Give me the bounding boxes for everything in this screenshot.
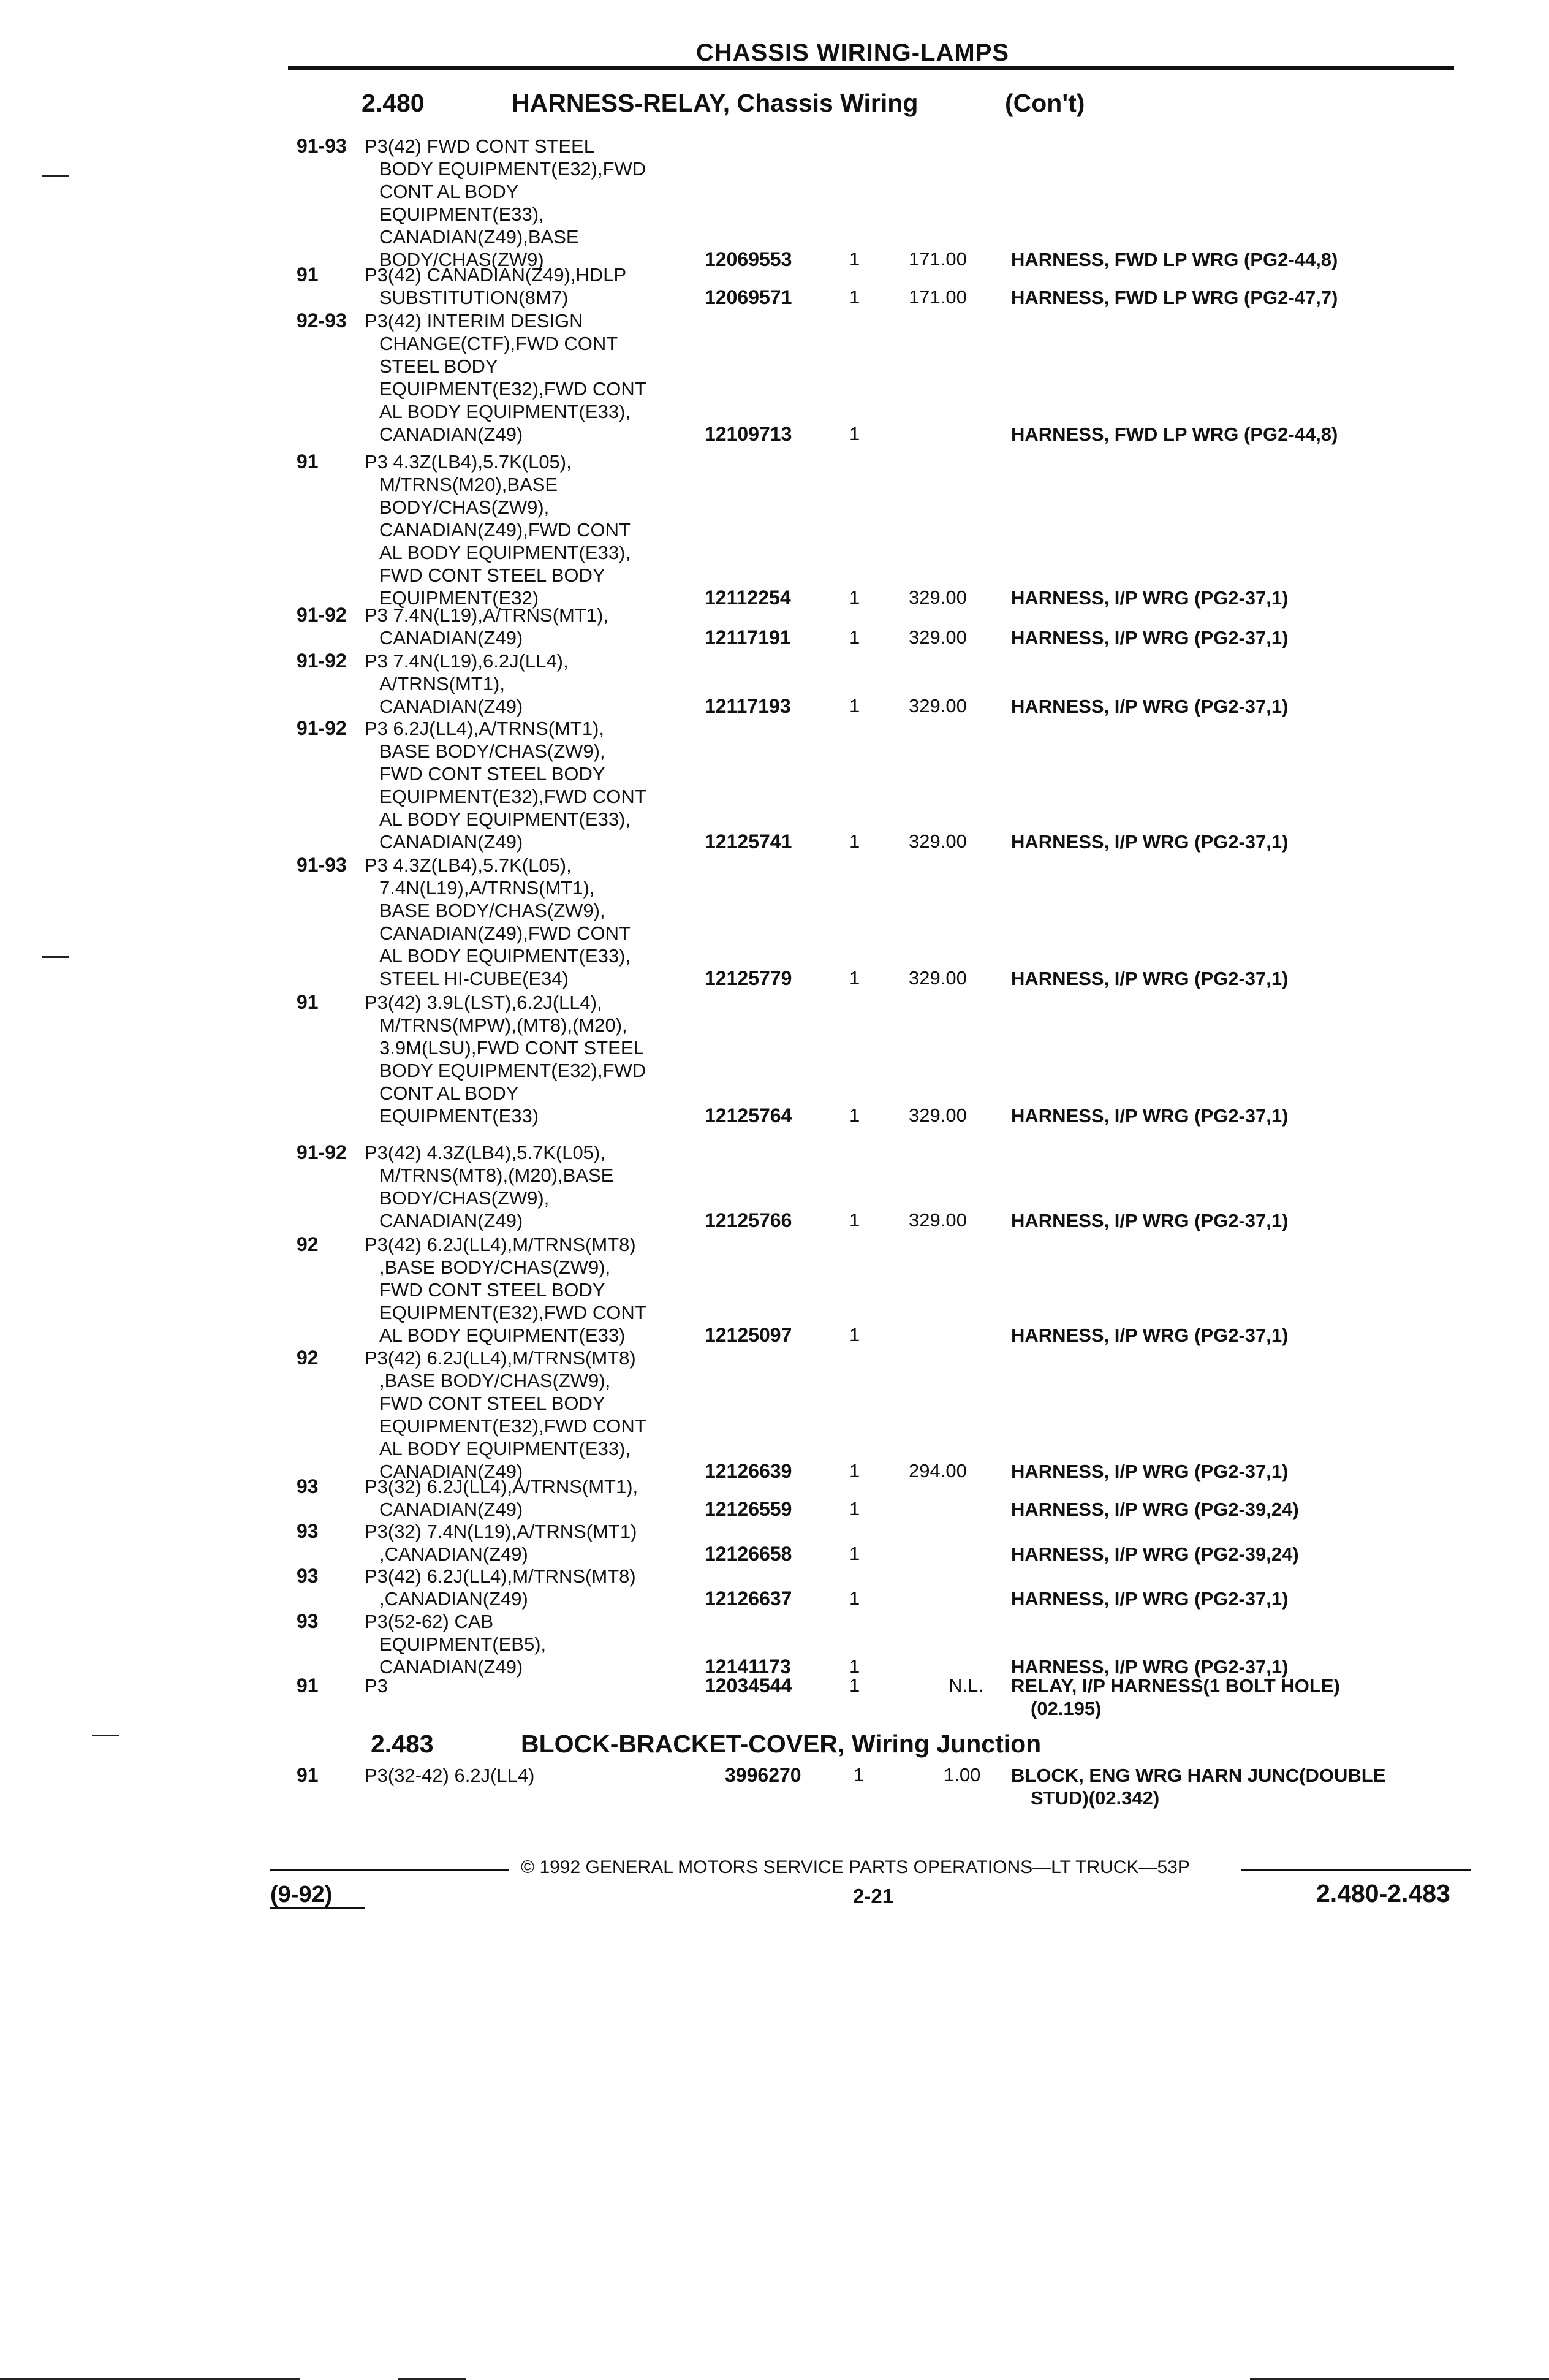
footer-rule-right [1241,1869,1471,1871]
usage-line: CANADIAN(Z49) [379,696,523,717]
quantity: 1 [849,1460,860,1481]
quantity: 1 [849,1209,860,1231]
price: 329.00 [909,1209,967,1231]
section-continued: (Con't) [1005,89,1085,117]
usage-description [365,604,608,649]
usage-description [365,1610,546,1678]
part-description-line: HARNESS, I/P WRG (PG2-37,1) [1011,1105,1289,1127]
price: 171.00 [909,248,967,270]
usage-description [365,1764,534,1787]
model-year: 92-93 [297,310,347,332]
usage-line: BODY/CHAS(ZW9), [379,496,550,518]
usage-line: P3(42) 6.2J(LL4),M/TRNS(MT8) [365,1234,636,1255]
usage-line: EQUIPMENT(EB5), [379,1633,547,1655]
footer-page-number: 2-21 [853,1885,894,1907]
usage-line: BASE BODY/CHAS(ZW9), [379,900,605,921]
usage-line: AL BODY EQUIPMENT(E33) [379,1325,626,1346]
usage-line: STEEL BODY [379,355,498,377]
model-year: 91 [297,1764,319,1786]
part-number: 12117191 [705,626,791,648]
model-year: 93 [297,1520,319,1542]
usage-line: P3 4.3Z(LB4),5.7K(L05), [365,854,572,876]
quantity: 1 [849,423,860,444]
part-description-line: HARNESS, I/P WRG (PG2-37,1) [1011,1656,1289,1678]
part-number: 12126637 [705,1587,792,1610]
quantity: 1 [849,626,860,648]
usage-line: P3 [365,1675,388,1697]
usage-line: CANADIAN(Z49) [379,1210,523,1231]
part-number: 12109713 [705,423,792,445]
usage-line: EQUIPMENT(E32) [379,587,539,609]
model-year: 91-93 [297,135,347,157]
part-description-line: HARNESS, FWD LP WRG (PG2-44,8) [1011,424,1338,445]
part-description-line: HARNESS, I/P WRG (PG2-37,1) [1011,1588,1289,1610]
part-description [1011,1104,1288,1127]
usage-line: CHANGE(CTF),FWD CONT [379,333,618,354]
usage-line: AL BODY EQUIPMENT(E33), [379,1438,631,1459]
usage-line: CANADIAN(Z49) [379,1461,523,1482]
usage-line: BODY EQUIPMENT(E32),FWD [379,1060,646,1081]
quantity: 1 [854,1764,865,1785]
usage-description [365,1675,388,1697]
usage-line: ,CANADIAN(Z49) [379,1543,528,1565]
price: 329.00 [909,967,967,989]
header-rule [288,66,1454,70]
usage-line: CANADIAN(Z49) [379,424,523,445]
page-header-title: CHASSIS WIRING-LAMPS [696,39,1010,66]
quantity: 1 [849,1324,860,1345]
part-description [1011,1675,1340,1720]
usage-line: CANADIAN(Z49),BASE [379,226,579,248]
part-description-line: HARNESS, FWD LP WRG (PG2-44,8) [1011,249,1338,270]
quantity: 1 [849,1587,860,1609]
quantity: 1 [849,1543,860,1564]
part-description [1011,967,1288,990]
part-number: 12117193 [705,695,791,717]
usage-line: AL BODY EQUIPMENT(E33), [379,542,631,563]
price: 329.00 [909,587,967,608]
usage-line: CONT AL BODY [379,1082,519,1104]
part-number: 12126658 [705,1543,792,1565]
usage-line: ,BASE BODY/CHAS(ZW9), [379,1370,611,1391]
usage-description [365,451,631,609]
usage-description [365,854,631,990]
usage-line: P3(42) 4.3Z(LB4),5.7K(L05), [365,1142,605,1163]
quantity: 1 [849,967,860,989]
part-description-line: RELAY, I/P HARNESS(1 BOLT HOLE) [1011,1675,1340,1697]
part-description [1011,286,1338,309]
section-number: 2.480 [362,89,425,117]
part-description-line: HARNESS, I/P WRG (PG2-37,1) [1011,587,1289,609]
usage-line: EQUIPMENT(E32),FWD CONT [379,378,646,400]
model-year: 93 [297,1610,319,1632]
usage-line: BASE BODY/CHAS(ZW9), [379,740,605,762]
usage-line: CANADIAN(Z49),FWD CONT [379,922,631,944]
model-year: 91 [297,1675,319,1697]
usage-description [365,1347,646,1483]
part-description [1011,1324,1288,1347]
quantity: 1 [849,248,860,270]
usage-line: P3(32) 7.4N(L19),A/TRNS(MT1) [365,1521,637,1542]
footer-date: (9-92) [270,1882,333,1907]
usage-line: CANADIAN(Z49) [379,831,523,853]
usage-line: M/TRNS(MT8),(M20),BASE [379,1165,614,1186]
usage-line: P3(42) CANADIAN(Z49),HDLP [365,264,627,286]
model-year: 91-92 [297,1141,347,1163]
model-year: 91-93 [297,854,347,876]
part-number: 12125764 [705,1104,792,1127]
usage-line: P3(42) FWD CONT STEEL [365,135,594,157]
usage-description [365,1520,637,1565]
footer-section-range: 2.480-2.483 [1316,1879,1450,1907]
quantity: 1 [849,831,860,852]
usage-description [365,991,646,1127]
price: 1.00 [944,1764,981,1785]
price: 329.00 [909,1104,967,1126]
usage-line: EQUIPMENT(E32),FWD CONT [379,786,646,807]
price: 329.00 [909,831,967,852]
usage-line: FWD CONT STEEL BODY [379,1393,605,1414]
usage-line: CANADIAN(Z49) [379,1656,523,1678]
part-number: 12125097 [705,1324,792,1346]
usage-line: ,CANADIAN(Z49) [379,1588,528,1610]
part-description-line: STUD)(02.342) [1031,1787,1160,1809]
part-number: 12112254 [705,587,791,609]
usage-line: P3(32-42) 6.2J(LL4) [365,1765,535,1786]
quantity: 1 [849,1656,860,1677]
section-title: BLOCK-BRACKET-COVER, Wiring Junction [521,1730,1042,1758]
part-description [1011,1543,1299,1565]
part-number: 12141173 [705,1656,791,1678]
part-description [1011,1209,1288,1232]
section-number: 2.483 [371,1730,434,1758]
usage-line: CANADIAN(Z49) [379,1499,523,1520]
footer-copyright: © 1992 GENERAL MOTORS SERVICE PARTS OPERATIONS—LT TRUCK—53P [521,1857,1190,1877]
usage-line: P3(42) 6.2J(LL4),M/TRNS(MT8) [365,1565,636,1587]
part-description-line: HARNESS, I/P WRG (PG2-39,24) [1011,1543,1299,1565]
usage-line: P3 6.2J(LL4),A/TRNS(MT1), [365,718,605,739]
section-title: HARNESS-RELAY, Chassis Wiring [512,89,918,117]
model-year: 93 [297,1565,319,1587]
part-description [1011,423,1338,446]
part-description-line: HARNESS, I/P WRG (PG2-37,1) [1011,1325,1289,1346]
usage-line: CONT AL BODY [379,181,519,202]
part-description-line: BLOCK, ENG WRG HARN JUNC(DOUBLE [1011,1765,1386,1786]
usage-description [365,1565,636,1610]
part-description [1011,1587,1288,1610]
part-number: 12125741 [705,831,792,853]
model-year: 91-92 [297,650,347,672]
usage-line: A/TRNS(MT1), [379,673,505,694]
footer-rule-left [270,1869,509,1871]
usage-description [365,650,569,718]
quantity: 1 [849,695,860,717]
quantity: 1 [849,1675,860,1696]
model-year: 91 [297,451,319,473]
part-description [1011,831,1288,853]
part-description-line: HARNESS, I/P WRG (PG2-37,1) [1011,1210,1289,1231]
quantity: 1 [849,1498,860,1519]
usage-line: P3(52-62) CAB [365,1611,494,1632]
usage-line: BODY/CHAS(ZW9), [379,1187,550,1209]
usage-line: M/TRNS(M20),BASE [379,474,558,495]
model-year: 91-92 [297,604,347,626]
price: 171.00 [909,286,967,308]
footer-date-underline [270,1907,365,1909]
model-year: 91 [297,991,319,1013]
margin-mark [92,1735,119,1736]
part-number: 3996270 [725,1764,801,1786]
part-description-line: HARNESS, I/P WRG (PG2-37,1) [1011,696,1289,717]
usage-description [365,1233,646,1347]
usage-line: AL BODY EQUIPMENT(E33), [379,401,631,422]
usage-line: 3.9M(LSU),FWD CONT STEEL [379,1037,644,1059]
part-number: 12126639 [705,1460,792,1482]
part-number: 12069553 [705,248,792,270]
model-year: 92 [297,1233,319,1255]
part-description-line: HARNESS, FWD LP WRG (PG2-47,7) [1011,287,1338,308]
usage-line: EQUIPMENT(E33) [379,1105,539,1127]
usage-description [365,1475,638,1521]
part-number: 12069571 [705,286,792,308]
usage-line: P3(42) INTERIM DESIGN [365,310,583,332]
usage-line: P3 7.4N(L19),A/TRNS(MT1), [365,604,608,626]
part-description [1011,248,1338,271]
usage-line: ,BASE BODY/CHAS(ZW9), [379,1257,611,1278]
price: 329.00 [909,695,967,717]
usage-line: EQUIPMENT(E32),FWD CONT [379,1415,646,1437]
quantity: 1 [849,587,860,608]
part-description [1011,1498,1299,1521]
usage-line: FWD CONT STEEL BODY [379,763,605,785]
part-description-line: HARNESS, I/P WRG (PG2-37,1) [1011,968,1289,989]
usage-line: BODY/CHAS(ZW9) [379,249,544,270]
part-description [1011,695,1288,718]
usage-line: P3 7.4N(L19),6.2J(LL4), [365,650,569,672]
part-description [1011,626,1288,649]
usage-line: M/TRNS(MPW),(MT8),(M20), [379,1014,627,1036]
usage-line: SUBSTITUTION(8M7) [379,287,569,308]
usage-line: AL BODY EQUIPMENT(E33), [379,945,631,967]
usage-line: P3(32) 6.2J(LL4),A/TRNS(MT1), [365,1476,638,1497]
usage-description [365,717,646,853]
usage-line: EQUIPMENT(E33), [379,203,544,225]
quantity: 1 [849,1104,860,1126]
usage-line: FWD CONT STEEL BODY [379,1279,605,1301]
margin-mark [42,175,69,177]
model-year: 92 [297,1347,319,1369]
usage-line: 7.4N(L19),A/TRNS(MT1), [379,877,595,899]
part-description [1011,1460,1288,1483]
margin-mark [42,956,69,958]
usage-line: P3(42) 6.2J(LL4),M/TRNS(MT8) [365,1347,636,1369]
part-description [1011,1764,1385,1809]
price: N.L. [949,1675,983,1696]
usage-line: FWD CONT STEEL BODY [379,565,605,586]
model-year: 93 [297,1475,319,1497]
part-description-line: (02.195) [1031,1698,1102,1719]
part-description-line: HARNESS, I/P WRG (PG2-37,1) [1011,831,1289,853]
usage-line: CANADIAN(Z49) [379,627,523,648]
part-number: 12125779 [705,967,792,989]
usage-description [365,310,646,446]
model-year: 91-92 [297,717,347,739]
price: 329.00 [909,626,967,648]
part-number: 12125766 [705,1209,792,1231]
usage-line: STEEL HI-CUBE(E34) [379,968,569,989]
quantity: 1 [849,286,860,308]
part-number: 12034544 [705,1675,792,1697]
usage-line: P3(42) 3.9L(LST),6.2J(LL4), [365,992,602,1013]
usage-line: EQUIPMENT(E32),FWD CONT [379,1302,646,1323]
usage-line: BODY EQUIPMENT(E32),FWD [379,158,646,180]
price: 294.00 [909,1460,967,1481]
part-description [1011,587,1288,609]
part-description-line: HARNESS, I/P WRG (PG2-37,1) [1011,627,1289,648]
part-description-line: HARNESS, I/P WRG (PG2-39,24) [1011,1499,1299,1520]
usage-description [365,1141,613,1232]
model-year: 91 [297,264,319,286]
usage-line: AL BODY EQUIPMENT(E33), [379,808,631,830]
usage-line: CANADIAN(Z49),FWD CONT [379,519,631,541]
part-description-line: HARNESS, I/P WRG (PG2-37,1) [1011,1461,1289,1482]
usage-description [365,135,646,271]
part-number: 12126559 [705,1498,792,1520]
usage-description [365,264,626,309]
usage-line: P3 4.3Z(LB4),5.7K(L05), [365,451,572,473]
